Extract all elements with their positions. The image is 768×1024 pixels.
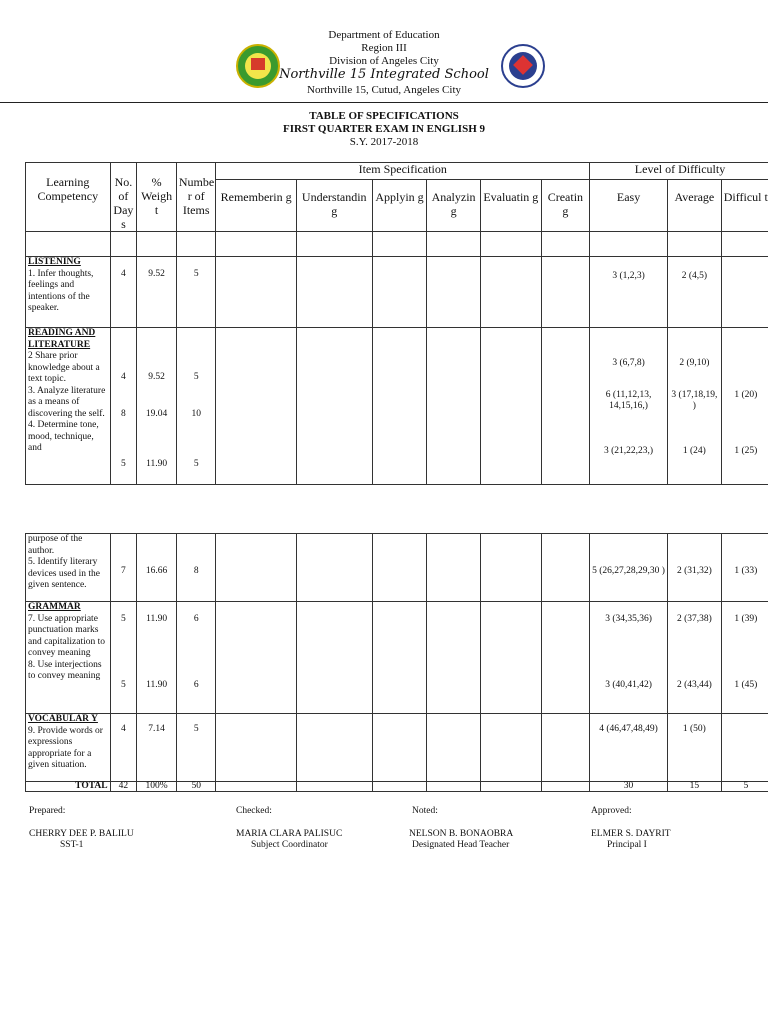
header-divider [0, 102, 768, 103]
col-items: Numbe r of Items [176, 163, 216, 232]
competency-text: purpose of the author. [28, 534, 83, 556]
col-weight: % Weigh t [137, 163, 177, 232]
weight-value: 16.66 [137, 534, 177, 602]
noted-title: Designated Head Teacher [412, 840, 510, 850]
days-value: 8 [121, 409, 126, 419]
easy-value: 6 (11,12,13, 14,15,16,) [605, 390, 652, 411]
table-row [26, 714, 768, 782]
weight-value: 11.90 [146, 614, 168, 624]
approved-title: Principal I [607, 840, 647, 850]
col-remembering: Rememberin g [216, 179, 296, 231]
difficult-value: 1 (33) [721, 534, 768, 602]
total-items: 50 [176, 782, 216, 792]
average-value: 2 (43,44) [676, 680, 712, 690]
total-average: 15 [668, 782, 722, 792]
days-value: 4 [121, 372, 126, 382]
difficult-value [721, 714, 768, 782]
weight-value: 11.90 [146, 680, 168, 690]
col-item-specification: Item Specification [216, 163, 590, 180]
total-days: 42 [110, 782, 137, 792]
school-address: Northville 15, Cutud, Angeles City [307, 84, 461, 96]
tos-table-page1 [25, 162, 768, 485]
competency-text: 9. Provide words or expressions appropriate for a given situation. [28, 725, 103, 770]
average-value: 2 (31,32) [668, 534, 722, 602]
col-competency: Learning Competency [26, 163, 111, 232]
competency-text: 2 Share prior knowledge about a text topic. [28, 351, 100, 384]
section-heading-reading: READING AND LITERATURE [28, 328, 96, 350]
difficult-value: 1 (25) [734, 446, 758, 456]
weight-value: 11.90 [146, 459, 168, 469]
approved-label: Approved: [591, 806, 632, 816]
weight-value: 9.52 [137, 257, 177, 328]
easy-value: 5 (26,27,28,29,30 ) [589, 534, 667, 602]
days-value: 7 [110, 534, 137, 602]
total-row [26, 782, 768, 792]
region-name: Region III [361, 42, 407, 54]
items-value: 5 [176, 257, 216, 328]
col-easy: Easy [590, 179, 668, 231]
section-heading-listening: LISTENING [28, 257, 81, 267]
checked-name: MARIA CLARA PALISUC [236, 829, 343, 839]
table-row [26, 602, 768, 714]
col-level-of-difficulty: Level of Difficulty [590, 163, 768, 180]
competency-text: 7. Use appropriate punctuation marks and capitalization to convey meaning [28, 613, 106, 658]
easy-value: 3 (34,35,36) [605, 614, 652, 624]
col-evaluating: Evaluatin g [480, 179, 541, 231]
items-value: 5 [193, 372, 199, 382]
competency-text: 4. Determine tone, mood, technique, and [28, 420, 99, 453]
average-value: 1 (50) [668, 714, 722, 782]
difficult-value: 1 (39) [734, 614, 758, 624]
days-value: 4 [110, 714, 137, 782]
competency-text: 8. Use interjections to convey meaning [28, 659, 102, 681]
difficult-value: 1 (20) [734, 390, 758, 400]
col-applying: Applyin g [372, 179, 427, 231]
easy-value: 3 (1,2,3) [590, 257, 668, 328]
easy-value: 3 (21,22,23,) [604, 446, 654, 456]
average-value: 3 (17,18,19, ) [671, 390, 718, 411]
noted-name: NELSON B. BONAOBRA [409, 829, 514, 839]
section-heading-grammar: GRAMMAR [28, 602, 81, 612]
school-year: S.Y. 2017-2018 [349, 136, 419, 148]
items-value: 8 [176, 534, 216, 602]
items-value: 5 [193, 459, 199, 469]
col-understanding: Understandin g [296, 179, 372, 231]
noted-label: Noted: [412, 806, 438, 816]
days-value: 5 [121, 614, 126, 624]
days-value: 4 [110, 257, 137, 328]
table-row [26, 257, 768, 328]
tos-table-page2 [25, 533, 768, 792]
easy-value: 3 (6,7,8) [612, 358, 645, 368]
difficult-value: 1 (45) [734, 680, 758, 690]
col-difficult: Difficul t [721, 179, 768, 231]
weight-value: 9.52 [148, 372, 165, 382]
competency-text: 5. Identify literary devices used in the given sentence. [28, 557, 101, 590]
total-easy: 30 [589, 782, 667, 792]
prepared-title: SST-1 [60, 840, 84, 850]
days-value: 5 [121, 459, 126, 469]
items-value: 6 [193, 614, 199, 624]
doc-title: TABLE OF SPECIFICATIONS [309, 110, 459, 122]
col-creating: Creatin g [541, 179, 589, 231]
col-days: No. of Day s [110, 163, 137, 232]
easy-value: 4 (46,47,48,49) [589, 714, 667, 782]
weight-value: 19.04 [145, 409, 168, 419]
col-analyzing: Analyzin g [427, 179, 481, 231]
division-name: Division of Angeles City [329, 55, 439, 67]
easy-value: 3 (40,41,42) [605, 680, 652, 690]
items-value: 6 [193, 680, 199, 690]
items-value: 10 [191, 409, 201, 419]
average-value: 2 (9,10) [679, 358, 710, 368]
average-value: 2 (37,38) [676, 614, 712, 624]
table-row [26, 534, 768, 602]
checked-label: Checked: [236, 806, 272, 816]
difficult-value [721, 257, 768, 328]
average-value: 1 (24) [682, 446, 706, 456]
competency-text: 3. Analyze literature as a means of discovering the self. [28, 385, 106, 419]
section-heading-vocabulary: VOCABULAR Y [28, 714, 98, 724]
checked-title: Subject Coordinator [251, 840, 328, 850]
days-value: 5 [121, 680, 126, 690]
competency-text: 1. Infer thoughts, feelings and intentions of the speaker. [28, 268, 94, 313]
average-value: 2 (4,5) [668, 257, 722, 328]
prepared-name: CHERRY DEE P. BALILU [29, 829, 134, 839]
weight-value: 7.14 [137, 714, 177, 782]
doc-subtitle: FIRST QUARTER EXAM IN ENGLISH 9 [282, 123, 486, 135]
total-weight: 100% [137, 782, 177, 792]
prepared-label: Prepared: [29, 806, 66, 816]
table-row [26, 328, 768, 485]
col-average: Average [668, 179, 722, 231]
department-name: Department of Education [328, 29, 440, 41]
school-name: Northville 15 Integrated School [279, 67, 489, 82]
items-value: 5 [176, 714, 216, 782]
approved-name: ELMER S. DAYRIT [591, 829, 671, 839]
total-label: TOTAL [26, 782, 111, 792]
total-difficult: 5 [721, 782, 768, 792]
